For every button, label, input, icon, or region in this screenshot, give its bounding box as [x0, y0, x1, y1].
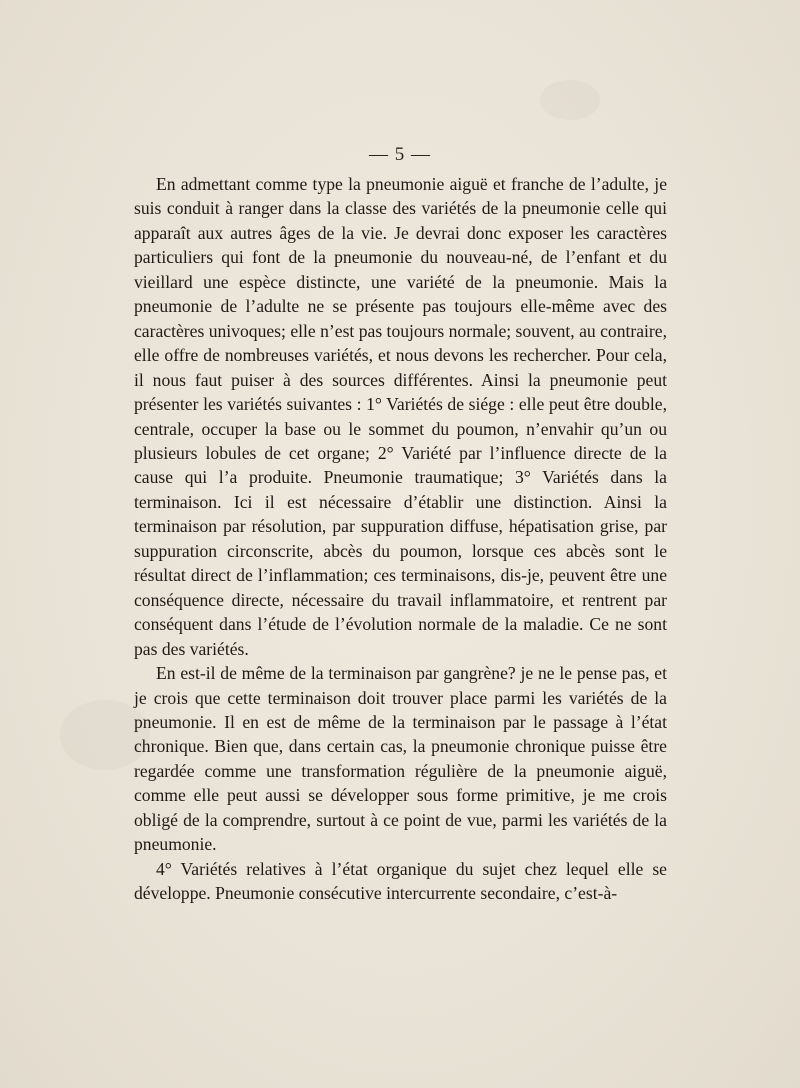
- paragraph-3: 4° Variétés relatives à l’état organique du sujet chez lequel elle se développe. Pneumonie consécutive intercurrente secondaire, c’est-à-: [134, 858, 667, 904]
- page-number: — 5 —: [369, 144, 431, 165]
- paper-stain: [540, 80, 600, 120]
- paragraph-1: En admettant comme type la pneumonie aiguë et franche de l’adulte, je suis conduit à ranger dans la classe des variétés de la pneumonie celle qui apparaît aux autres âges de la vie. Je devrai donc exposer les caractères particuliers qui font de la pneumonie du nouveau-né, de l’enfant et du vieillard une espèce distincte, une variété de la pneumonie. Mais la pneumonie de l’adulte ne se présente pas toujours elle-même avec des caractères univoques; elle n’est pas toujours normale; souvent, au contraire, elle offre de nombreuses variétés, et nous devons les rechercher. Pour cela, il nous faut puiser à des sources différentes. Ainsi la pneumonie peut présenter les variétés suivantes : 1° Variétés de siége : elle peut être double, centrale, occuper la base ou le sommet du poumon, n’envahir qu’un ou plusieurs lobules de cet organe; 2° Variété par l’influence directe de la cause qui l’a produite. Pneumonie traumatique; 3° Variétés dans la terminaison. Ici il est nécessaire d’établir une distinction. Ainsi la terminaison par résolution, par suppuration diffuse, hépatisation grise, par suppuration circonscrite, abcès du poumon, lorsque ces abcès sont le résultat direct de l’inflammation; ces terminaisons, dis-je, peuvent être une conséquence directe, nécessaire du travail inflammatoire, et rentrent par conséquent dans l’étude de l’évolution normale de la maladie. Ce ne sont pas des variétés.: [134, 174, 668, 659]
- paragraph-2: En est-il de même de la terminaison par gangrène? je ne le pense pas, et je crois que cette terminaison doit trouver place parmi les variétés de la pneumonie. Il en est de même de la terminaison par le passage à l’état chronique. Bien que, dans certain cas, la pneumonie chronique puisse être regardée comme une transformation régulière de la pneumonie aiguë, comme elle peut aussi se développer sous forme primitive, je me crois obligé de la comprendre, surtout à ce point de vue, parmi les variétés de la pneumonie.: [134, 663, 667, 855]
- body-text: [134, 172, 667, 906]
